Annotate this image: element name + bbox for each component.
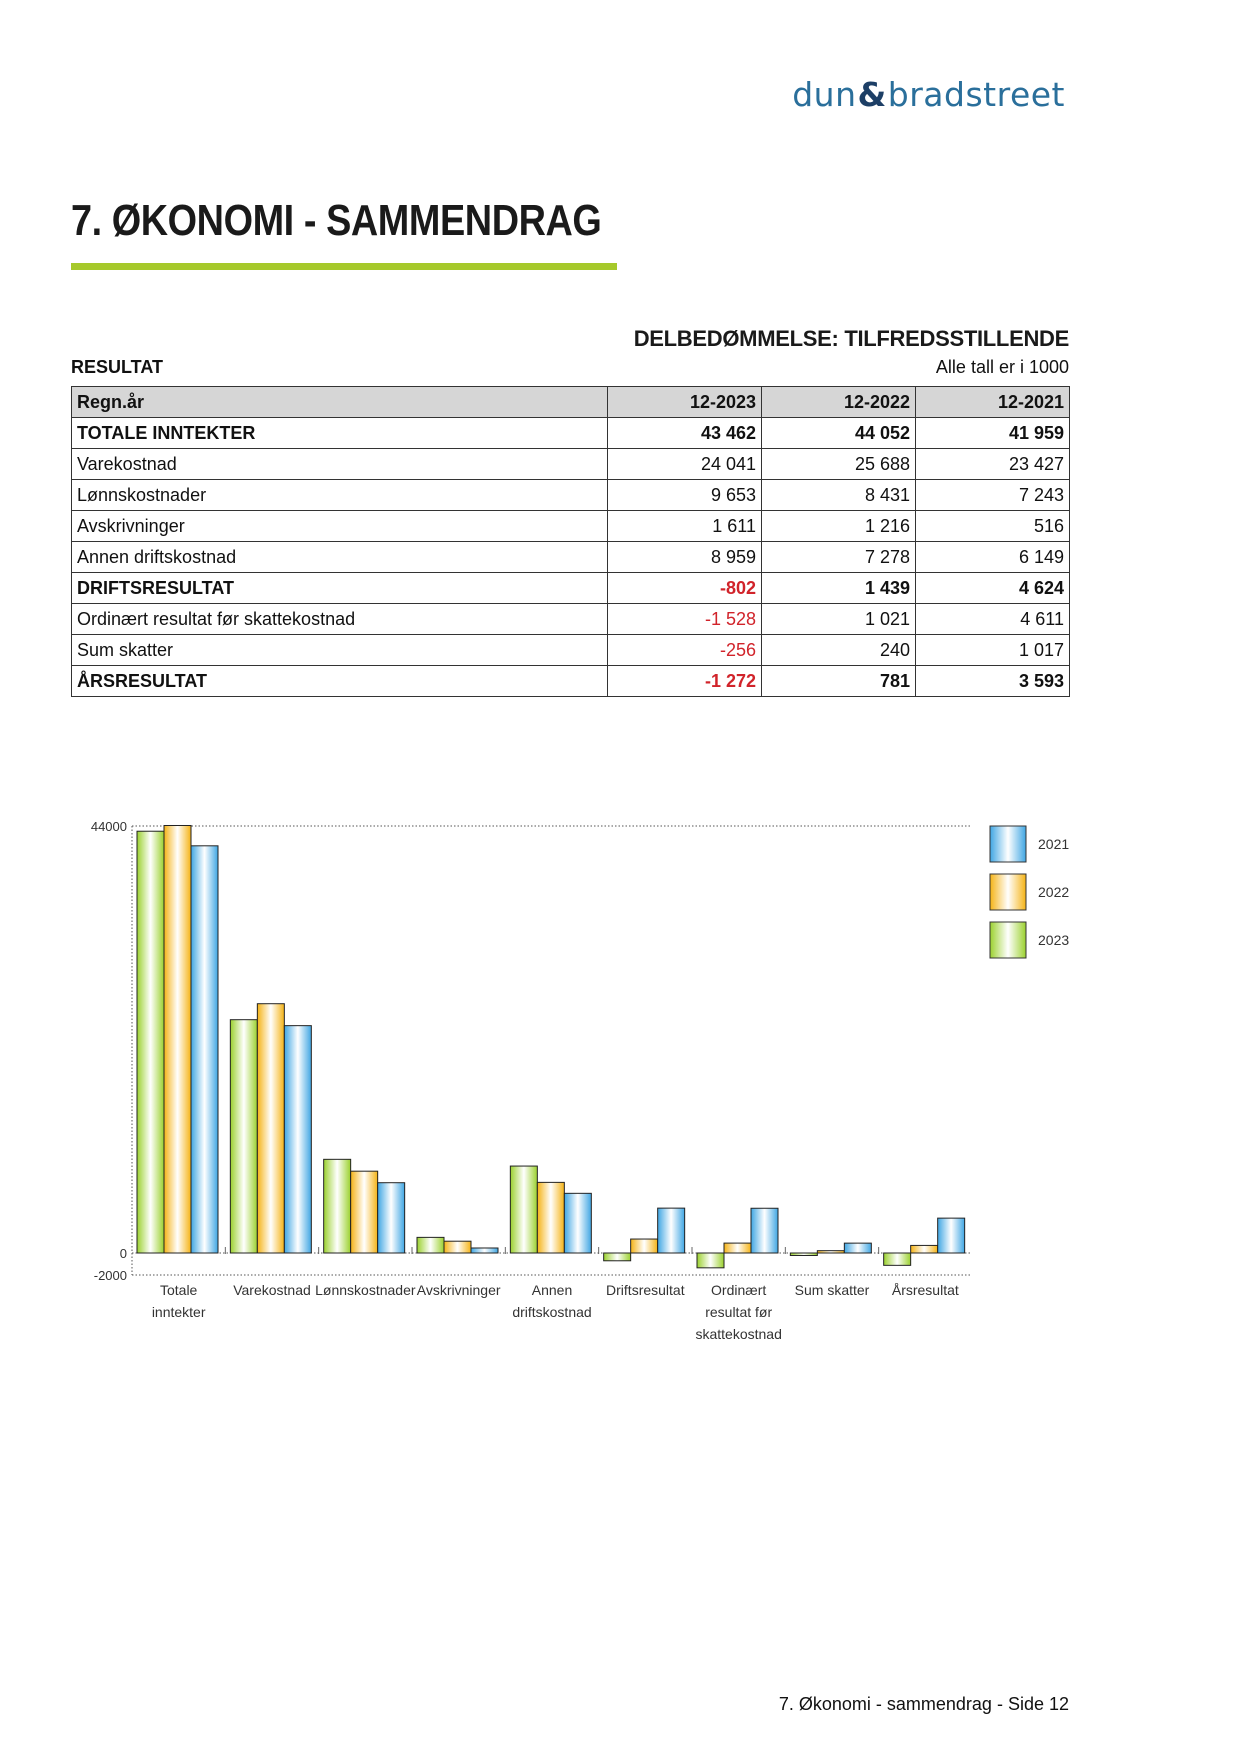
table-cell: 1 021 <box>762 604 916 635</box>
table-cell: 3 593 <box>916 666 1070 697</box>
table-cell: 25 688 <box>762 449 916 480</box>
x-tick-label: Driftsresultat <box>606 1282 685 1298</box>
x-tick-label: Sum skatter <box>794 1282 870 1298</box>
legend-swatch <box>990 922 1026 958</box>
units-note: Alle tall er i 1000 <box>935 357 1069 377</box>
table-header-cell: 12-2022 <box>762 387 916 418</box>
table-cell: 7 243 <box>916 480 1070 511</box>
table-cell: 41 959 <box>916 418 1070 449</box>
x-tick-label: Varekostnad <box>233 1282 311 1298</box>
table-row-label: Annen driftskostnad <box>72 542 608 573</box>
legend-swatch <box>990 874 1026 910</box>
bar <box>911 1245 938 1253</box>
table-cell: 8 431 <box>762 480 916 511</box>
bar <box>790 1253 817 1255</box>
table-cell: -256 <box>608 635 762 666</box>
table-header-cell: 12-2023 <box>608 387 762 418</box>
table-header-cell: 12-2021 <box>916 387 1070 418</box>
bar <box>938 1218 965 1253</box>
bar <box>257 1004 284 1253</box>
table-cell: 4 611 <box>916 604 1070 635</box>
table-row-label: Sum skatter <box>72 635 608 666</box>
bar <box>884 1253 911 1265</box>
table-cell: 7 278 <box>762 542 916 573</box>
bar <box>444 1241 471 1253</box>
legend-label: 2022 <box>1038 884 1070 900</box>
bar <box>631 1239 658 1253</box>
table-cell: 240 <box>762 635 916 666</box>
brand-logo-right: bradstreet <box>887 75 1065 114</box>
bar <box>658 1208 685 1253</box>
table-row-label: TOTALE INNTEKTER <box>72 418 608 449</box>
x-tick-label: driftskostnad <box>512 1304 592 1320</box>
bar <box>284 1026 311 1253</box>
table-cell: 1 017 <box>916 635 1070 666</box>
bar <box>351 1171 378 1253</box>
bar <box>510 1166 537 1253</box>
x-tick-label: Lønnskostnader <box>315 1282 416 1298</box>
table-cell: 1 611 <box>608 511 762 542</box>
section-label: RESULTAT <box>71 357 163 377</box>
x-tick-label: inntekter <box>151 1304 206 1320</box>
bar <box>191 846 218 1253</box>
page-footer: 7. Økonomi - sammendrag - Side 12 <box>778 1694 1069 1714</box>
table-cell: 4 624 <box>916 573 1070 604</box>
bar <box>817 1251 844 1253</box>
rating-heading: DELBEDØMMELSE: TILFREDSSTILLENDE <box>633 326 1069 351</box>
bar <box>471 1248 498 1253</box>
table-row-label: ÅRSRESULTAT <box>72 666 608 697</box>
y-tick-label: -2000 <box>93 1268 127 1283</box>
table-cell: -802 <box>608 573 762 604</box>
table-cell: 9 653 <box>608 480 762 511</box>
table-cell: -1 272 <box>608 666 762 697</box>
table-row-label: Avskrivninger <box>72 511 608 542</box>
table-cell: 24 041 <box>608 449 762 480</box>
legend-label: 2023 <box>1038 932 1070 948</box>
table-cell: 6 149 <box>916 542 1070 573</box>
table-row-label: DRIFTSRESULTAT <box>72 573 608 604</box>
y-tick-label: 0 <box>119 1246 127 1261</box>
x-tick-label: resultat før <box>705 1304 773 1320</box>
table-cell: 1 216 <box>762 511 916 542</box>
table-row-label: Varekostnad <box>72 449 608 480</box>
x-tick-label: Årsresultat <box>891 1282 959 1298</box>
legend-label: 2021 <box>1038 836 1070 852</box>
bar <box>564 1193 591 1253</box>
bar <box>164 825 191 1253</box>
bar <box>697 1253 724 1268</box>
bar <box>604 1253 631 1261</box>
page-title: 7. ØKONOMI - SAMMENDRAG <box>71 196 602 245</box>
table-cell: 23 427 <box>916 449 1070 480</box>
table-cell: 43 462 <box>608 418 762 449</box>
brand-logo-amp: & <box>857 75 887 114</box>
x-tick-label: skattekostnad <box>695 1326 782 1342</box>
table-cell: 1 439 <box>762 573 916 604</box>
bar <box>751 1208 778 1253</box>
legend-swatch <box>990 826 1026 862</box>
bar <box>844 1243 871 1253</box>
x-tick-label: Annen <box>531 1282 573 1298</box>
bar <box>537 1182 564 1253</box>
x-tick-label: Ordinært <box>711 1282 767 1298</box>
x-tick-label: Totale <box>159 1282 198 1298</box>
table-cell: 8 959 <box>608 542 762 573</box>
x-tick-label: Avskrivninger <box>416 1282 501 1298</box>
bar <box>230 1020 257 1253</box>
table-cell: 44 052 <box>762 418 916 449</box>
table-header-cell: Regn.år <box>72 387 608 418</box>
table-row-label: Ordinært resultat før skattekostnad <box>72 604 608 635</box>
bar <box>324 1159 351 1253</box>
brand-logo-left: dun <box>792 75 857 114</box>
bar <box>417 1237 444 1253</box>
bar <box>137 831 164 1253</box>
y-tick-label: 44000 <box>90 819 127 834</box>
table-row-label: Lønnskostnader <box>72 480 608 511</box>
bar <box>378 1183 405 1253</box>
table-cell: 781 <box>762 666 916 697</box>
table-cell: -1 528 <box>608 604 762 635</box>
table-cell: 516 <box>916 511 1070 542</box>
bar <box>724 1243 751 1253</box>
